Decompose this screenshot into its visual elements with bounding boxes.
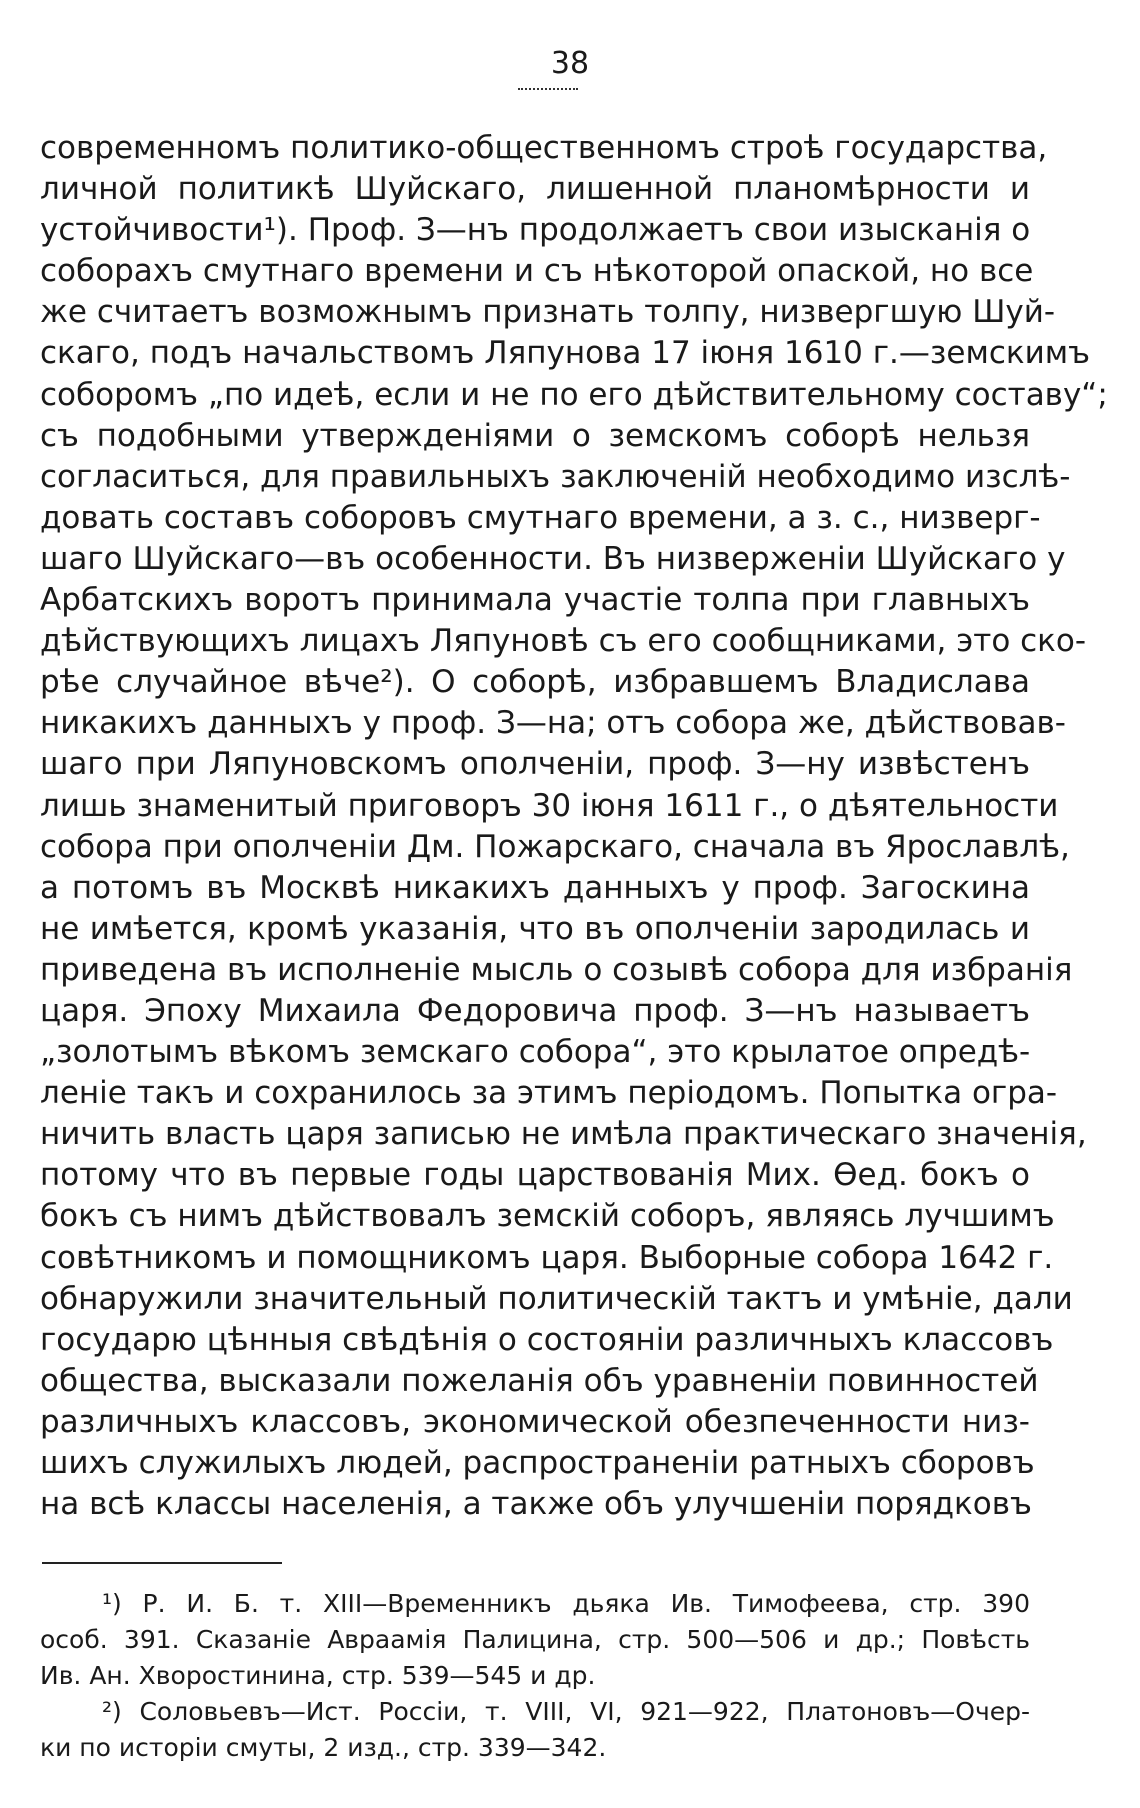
text-line: „золотымъ вѣкомъ земскаго собора“, это крылатое опредѣ-: [40, 1034, 1031, 1071]
text-line: бокъ съ нимъ дѣйствовалъ земскій соборъ, являясь лучшимъ: [40, 1198, 1055, 1235]
text-line: а потомъ въ Москвѣ никакихъ данныхъ у проф. Загоскина: [40, 869, 1030, 906]
text-line: скаго, подъ начальствомъ Ляпунова 17 іюня 1610 г.—земскимъ: [40, 335, 1091, 372]
text-line: Арбатскихъ воротъ принимала участіе толпа при главныхъ: [40, 582, 1030, 619]
text-line: различныхъ классовъ, экономической обезпеченности низ-: [40, 1403, 1030, 1440]
text-line: царя. Эпоху Михаила Федоровича проф. З—нъ называетъ: [40, 992, 1030, 1029]
text-line: не имѣется, кромѣ указанія, что въ ополченіи зародилась и: [40, 910, 1030, 947]
text-line: потому что въ первые годы царствованія Мих. Ѳед. бокъ о: [40, 1157, 1030, 1194]
footnote-2: [40, 1694, 1030, 1766]
text-line: на всѣ классы населенія, а также объ улучшеніи порядковъ: [40, 1486, 1032, 1523]
text-line: устойчивости¹). Проф. З—нъ продолжаетъ свои изысканія о: [40, 212, 1031, 249]
footnote-line: ¹) Р. И. Б. т. XIII—Временникъ дьяка Ив. Тимофеева, стр. 390: [102, 1589, 1030, 1618]
text-line: приведена въ исполненіе мысль о созывѣ собора для избранія: [40, 951, 1073, 988]
text-line: леніе такъ и сохранилось за этимъ періодомъ. Попытка огра-: [40, 1075, 1058, 1112]
text-line: лишь знаменитый приговоръ 30 іюня 1611 г., о дѣятельности: [40, 787, 1059, 824]
text-line: никакихъ данныхъ у проф. З—на; отъ собора же, дѣйствовав-: [40, 705, 1066, 742]
text-line: довать составъ соборовъ смутнаго времени, а з. с., низверг-: [40, 499, 1041, 536]
text-line: ничить власть царя записью не имѣла практическаго значенія,: [40, 1116, 1087, 1153]
text-line: шихъ служилыхъ людей, распространеніи ратныхъ сборовъ: [40, 1445, 1035, 1481]
page-number: 38: [550, 46, 590, 81]
footnote-line: особ. 391. Сказаніе Авраамія Палицина, стр. 500—506 и др.; Повѣсть: [40, 1625, 1030, 1654]
footnote-1: [40, 1586, 1030, 1694]
text-line: съ подобными утвержденіями о земскомъ соборѣ нельзя: [40, 417, 1030, 454]
main-text: [40, 128, 1108, 1525]
footnote-line: ²) Соловьевъ—Ист. Россіи, т. VIII, VI, 921—922, Платоновъ—Очер-: [102, 1697, 1030, 1726]
text-line: же считаетъ возможнымъ признать толпу, низвергшую Шуй-: [40, 294, 1056, 331]
text-line: согласиться, для правильныхъ заключеній необходимо изслѣ-: [40, 458, 1071, 495]
text-line: соборахъ смутнаго времени и съ нѣкоторой опаской, но все: [40, 253, 1034, 290]
footnotes: [40, 1586, 1030, 1766]
footnote-line: ки по исторіи смуты, 2 изд., стр. 339—342.: [40, 1733, 607, 1762]
text-line: государю цѣнныя свѣдѣнія о состояніи различныхъ классовъ: [40, 1321, 1054, 1358]
text-line: современномъ политико-общественномъ строѣ государства,: [40, 130, 1048, 166]
text-line: совѣтникомъ и помощникомъ царя. Выборные собора 1642 г.: [40, 1239, 1054, 1276]
text-line: собора при ополченіи Дм. Пожарскаго, сначала въ Ярославлѣ,: [40, 828, 1070, 865]
text-line: шаго при Ляпуновскомъ ополченіи, проф. З—ну извѣстенъ: [40, 746, 1030, 783]
text-line: личной политикѣ Шуйскаго, лишенной планомѣрности и: [40, 171, 1030, 208]
text-line: рѣе случайное вѣче²). О соборѣ, избравшемъ Владислава: [40, 664, 1030, 701]
page-number-underline: [518, 88, 578, 90]
text-line: соборомъ „по идеѣ, если и не по его дѣйствительному составу“;: [40, 376, 1108, 413]
text-line: дѣйствующихъ лицахъ Ляпуновѣ съ его сообщниками, это ско-: [40, 623, 1087, 660]
text-line: шаго Шуйскаго—въ особенности. Въ низверженіи Шуйскаго у: [40, 540, 1066, 577]
footnote-line: Ив. Ан. Хворостинина, стр. 539—545 и др.: [40, 1661, 596, 1690]
text-line: общества, высказали пожеланія объ уравненіи повинностей: [40, 1362, 1039, 1399]
footnote-separator: [42, 1562, 282, 1564]
text-line: обнаружили значительный политическій тактъ и умѣніе, дали: [40, 1280, 1073, 1317]
